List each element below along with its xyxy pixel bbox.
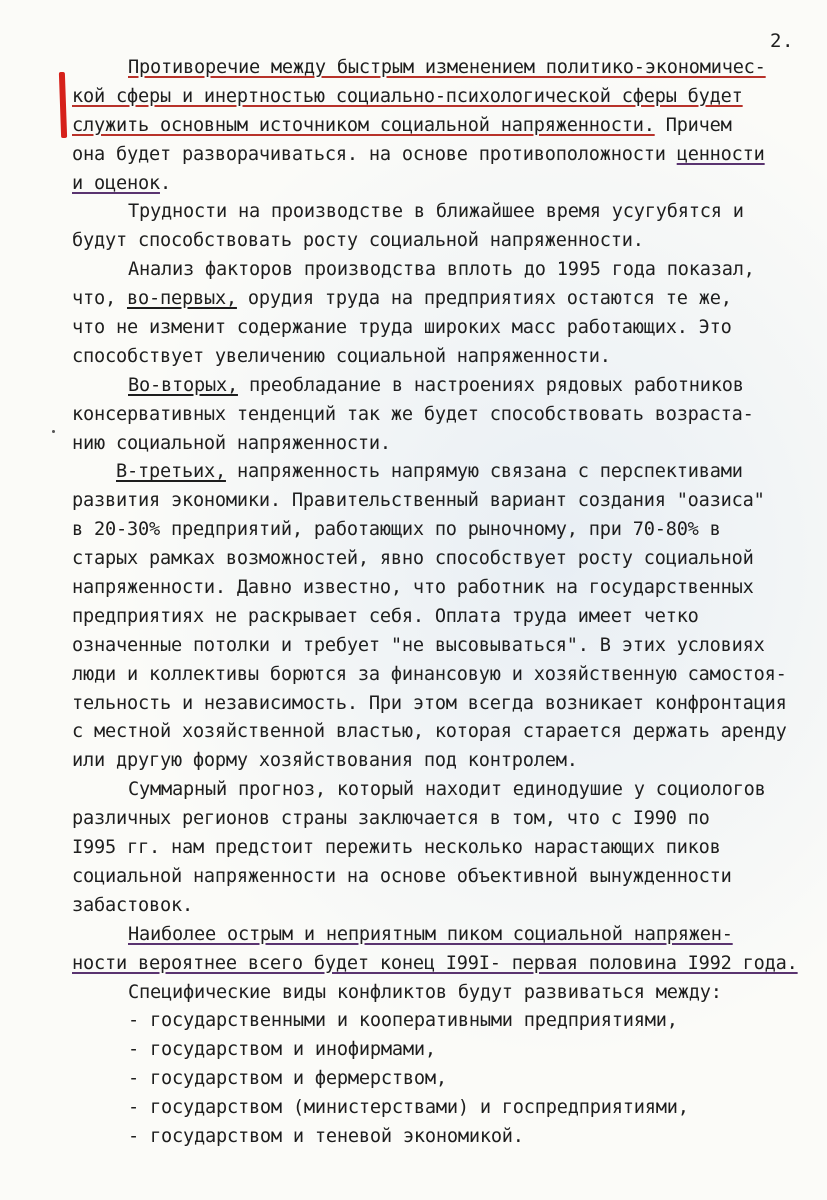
red-margin-mark [59, 72, 67, 138]
text-line: предприятиях не раскрывает себя. Оплата труда имеет четко [72, 605, 699, 627]
text-line: консервативных тенденций так же будет способствовать возраста- [72, 403, 754, 425]
text-line: социальной напряженности на основе объективной вынужденности [72, 865, 732, 887]
underlined-text: Наиболее острым и неприятным пиком социальной напряжен- [128, 923, 733, 945]
text-line [72, 285, 792, 314]
text-line: развития экономики. Правительственный вариант создания "оазиса" [72, 490, 765, 512]
text-line: нию социальной напряженности. [72, 432, 391, 454]
text-line: старых рамках возможностей, явно способствует росту социальной [72, 548, 754, 570]
text-line: способствует увеличению социальной напряженности. [72, 345, 611, 367]
text-line: или другую форму хозяйствования под контролем. [72, 750, 578, 772]
underlined-text: Во-вторых, [128, 374, 238, 396]
text-line [72, 372, 792, 401]
list-item: - государством и инофирмами, [128, 1039, 436, 1061]
text-line [72, 921, 792, 950]
underlined-text: Противоречие между быстрым изменением политико-экономичес- [128, 57, 766, 78]
underlined-text: служить основным источником социальной напряженности. [72, 114, 655, 136]
text-line [72, 112, 792, 141]
page-number: 2. [770, 30, 794, 52]
text-line: означенные потолки и требует "не высовываться". В этих условиях [72, 634, 765, 656]
text-line [72, 83, 792, 112]
underlined-text: и оценок [72, 172, 160, 194]
text-segment: . [159, 172, 171, 194]
text-line: Анализ факторов производства вплоть до 1995 года показал, [128, 259, 755, 281]
text-line: Трудности на производстве в ближайшее время усугубятся и [128, 201, 744, 223]
text-line [72, 54, 792, 83]
underlined-text: кой сферы и инертностью социально-психологической сферы будет [72, 85, 743, 107]
text-line: I995 гг. нам предстоит пережить несколько нарастающих пиков [72, 837, 721, 859]
text-segment: Причем [654, 114, 732, 136]
text-line [72, 950, 798, 979]
text-line: напряженности. Давно известно, что работник на государственных [72, 577, 754, 599]
stray-ink-dot [52, 430, 55, 433]
text-segment: что, [72, 288, 127, 310]
text-line: с местной хозяйственной властью, которая старается держать аренду [72, 721, 787, 743]
text-line: в 20-30% предприятий, работающих по рыночному, при 70-80% в [72, 519, 721, 541]
text-segment: она будет разворачиваться. на основе противоположности [72, 143, 677, 165]
text-line [72, 170, 792, 199]
underlined-text: В-третьих, [116, 461, 226, 483]
list-item: - государственными и кооперативными предприятиями, [128, 1010, 678, 1032]
text-line: тельность и независимость. При этом всегда возникает конфронтация [72, 692, 787, 714]
text-segment: преобладание в настроениях рядовых работников [237, 374, 744, 396]
underlined-text: во-первых, [126, 288, 237, 310]
text-line [72, 458, 792, 487]
document-body [72, 54, 798, 1152]
underlined-text: ценности [676, 143, 765, 165]
list-item: - государством и теневой экономикой. [128, 1125, 524, 1147]
text-line: что не изменит содержание труда широких масс работающих. Это [72, 317, 732, 339]
text-line: будут способствовать росту социальной напряженности. [72, 230, 644, 252]
list-item: - государством и фермерством, [128, 1068, 447, 1090]
text-line: Специфические виды конфликтов будут развиваться между: [128, 981, 722, 1003]
list-item: - государством (министерствами) и госпредприятиями, [128, 1097, 689, 1119]
text-line [72, 141, 792, 170]
text-line: люди и коллективы борются за финансовую и хозяйственную самостоя- [72, 663, 787, 685]
text-line: забастовок. [72, 894, 193, 916]
text-segment: напряженность напрямую связана с перспективами [225, 461, 743, 483]
text-line: различных регионов страны заключается в том, что с I990 по [72, 808, 710, 830]
text-segment: орудия труда на предприятиях остаются те же, [236, 288, 732, 310]
text-line: Суммарный прогноз, который находит единодушие у социологов [128, 779, 766, 801]
underlined-text: ности вероятнее всего будет конец I99I- первая половина I992 года. [72, 952, 798, 974]
